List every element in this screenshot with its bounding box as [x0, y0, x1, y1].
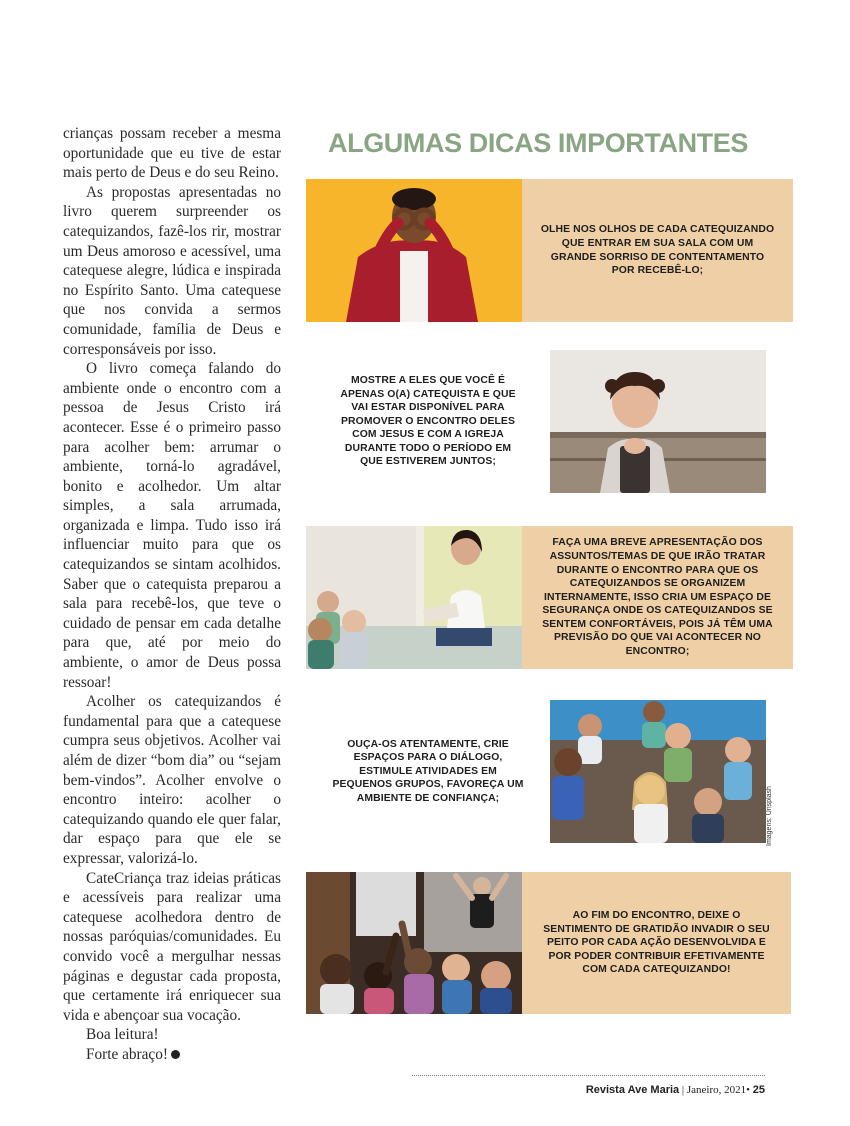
photo-boy-binoculars: [306, 179, 522, 322]
footer-separator: |: [681, 1084, 685, 1096]
tip-text-5: AO FIM DO ENCONTRO, DEIXE O SENTIMENTO DE GRATIDÃO INVADIR O SEU PEITO POR CADA AÇÃO DESENVOLVIDA E POR PODER CONTRIBUIR EFETIVAMENTE COM CADA CATEQUIZANDO!: [543, 910, 770, 976]
tip-box-1: [522, 179, 793, 322]
tips-heading: ALGUMAS DICAS IMPORTANTES: [328, 128, 748, 158]
closing-signoff: [63, 1045, 281, 1065]
tip-text-3: FAÇA UMA BREVE APRESENTAÇÃO DOS ASSUNTOS/TEMAS DE QUE IRÃO TRATAR DURANTE O ENCONTRO PARA QUE OS CATEQUIZANDOS SE ORGANIZEM INTERNAMENTE, ISSO CRIA UM ESPAÇO DE SEGURANÇA ONDE OS CATEQUIZANDOS SE SENTEM CONFORTÁVEIS, POIS JÁ TÊM UMA PREVISÃO DO QUE VAI ACONTECER NO ENCONTRO;: [542, 537, 773, 658]
photo-kids-raising-hands: [306, 872, 522, 1014]
article-paragraph: CateCriança traz ideias práticas e acessíveis para realizar uma catequese acolhedora dentro de nossas paróquias/comunidades. Eu convido você a mergulhar nessas páginas e degustar cada proposta, que certamente irá enriquecer sua vida e abençoar sua vocação.: [63, 869, 281, 1024]
tip-plain-4: [306, 700, 550, 843]
article-column: [63, 124, 281, 1065]
article-paragraph: Acolher os catequizandos é fundamental para que a catequese cumpra seus objetivos. Acolher vai além de dizer “bom dia” ou “sejam bem-vindos”. Acolher envolve o encontro inteiro: acolher o catequizando quando ele quer falar, dar espaço para que ele se expressar, valorizá-lo.: [63, 693, 281, 867]
issue-date: Janeiro, 2021: [686, 1084, 747, 1096]
tip-text-4: OUÇA-OS ATENTAMENTE, CRIE ESPAÇOS PARA O DIÁLOGO, ESTIMULE ATIVIDADES EM PEQUENOS GRUPOS, FAVOREÇA UM AMBIENTE DE CONFIANÇA;: [332, 738, 524, 804]
photo-girl-praying: [550, 350, 766, 493]
footer-dot: •: [746, 1084, 750, 1096]
tip-text-1: OLHE NOS OLHOS DE CADA CATEQUIZANDO QUE ENTRAR EM SUA SALA COM UM GRANDE SORRISO DE CONTENTAMENTO POR RECEBÊ-LO;: [540, 224, 775, 277]
footer-rule: [412, 1075, 765, 1076]
photo-credit: Imagens: Unsplash: [766, 786, 773, 846]
photo-teacher-reading: [306, 526, 522, 669]
article-paragraph: O livro começa falando do ambiente onde o encontro com a pessoa de Jesus Cristo irá acontecer. Esse é o primeiro passo para acolher bem: arrumar o ambiente, torná-lo agradável, bonito e acolhedor. Um altar simples, a sala arrumada, organizada e limpa. Tudo isso irá influenciar muito para que os catequizandos se sintam acolhidos. Saber que o catequista preparou a sala para recebê-los, que teve o cuidado de pensar em cada detalhe para que, até por meio do ambiente, o amor de Deus possa ressoar!: [63, 360, 281, 691]
tip-plain-2: [306, 350, 550, 493]
article-paragraph: As propostas apresentadas no livro querem surpreender os catequizandos, fazê-los rir, mostrar um Deus amoroso e acessível, uma catequese alegre, lúdica e inspirada no Espírito Santo. Uma catequese que nos convida a sermos comunidade, família de Deus e corresponsáveis por isso.: [63, 183, 281, 358]
photo-kids-circle: [550, 700, 766, 843]
article-paragraph: crianças possam receber a mesma oportunidade que eu tive de estar mais perto de Deus e do seu Reino.: [63, 125, 281, 182]
page-number: 25: [752, 1084, 765, 1096]
closing-greeting: Boa leitura!: [86, 1026, 159, 1044]
tip-box-5: [522, 872, 791, 1014]
tip-text-2: MOSTRE A ELES QUE VOCÊ É APENAS O(A) CATEQUISTA E QUE VAI ESTAR DISPONÍVEL PARA PROMOVER O ENCONTRO DELES COM JESUS E COM A IGREJA DURANTE TODO O PERÍODO EM QUE ESTIVEREM JUNTOS;: [340, 374, 516, 468]
end-mark-icon: [171, 1050, 180, 1059]
magazine-name: Revista Ave Maria: [585, 1084, 680, 1096]
closing-signoff-text: Forte abraço!: [86, 1045, 168, 1063]
page-footer: [412, 1084, 765, 1096]
tip-box-3: [522, 526, 793, 669]
